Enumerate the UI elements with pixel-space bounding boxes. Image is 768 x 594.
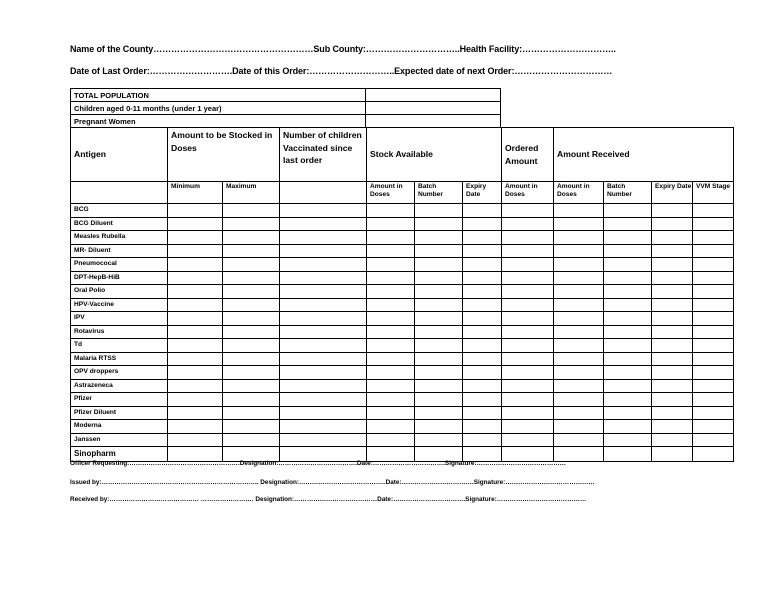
- antigen-name: DPT-HepB-HiB: [71, 271, 168, 285]
- entry-cell[interactable]: [415, 217, 463, 231]
- antigen-name: Pfizer: [71, 393, 168, 407]
- entry-cell[interactable]: [693, 325, 734, 339]
- antigen-name: Janssen: [71, 433, 168, 447]
- entry-cell[interactable]: [168, 366, 223, 380]
- entry-cell[interactable]: [168, 244, 223, 258]
- entry-cell[interactable]: [280, 231, 367, 245]
- entry-cell[interactable]: [554, 204, 604, 218]
- entry-cell[interactable]: [502, 406, 554, 420]
- entry-cell[interactable]: [463, 258, 502, 272]
- received-vvm-subheader: VVM Stage: [693, 182, 734, 204]
- entry-cell[interactable]: [652, 352, 693, 366]
- officer-requesting-line: Officer Requesting:…………………………………………….Designation:……………………………….Date:…………………………….Signature:……………………………………: [70, 460, 566, 467]
- entry-cell[interactable]: [693, 339, 734, 353]
- entry-cell[interactable]: [367, 393, 415, 407]
- entry-cell[interactable]: [652, 406, 693, 420]
- entry-cell[interactable]: [693, 271, 734, 285]
- entry-cell[interactable]: [463, 231, 502, 245]
- population-table: [70, 88, 501, 128]
- entry-cell[interactable]: [652, 244, 693, 258]
- entry-cell[interactable]: [280, 366, 367, 380]
- entry-cell[interactable]: [223, 433, 280, 447]
- entry-cell[interactable]: [502, 298, 554, 312]
- population-value[interactable]: [366, 89, 501, 102]
- entry-cell[interactable]: [223, 339, 280, 353]
- entry-cell[interactable]: [604, 285, 652, 299]
- entry-cell[interactable]: [693, 312, 734, 326]
- entry-cell[interactable]: [502, 217, 554, 231]
- entry-cell[interactable]: [367, 204, 415, 218]
- entry-cell[interactable]: [463, 366, 502, 380]
- entry-cell[interactable]: [502, 271, 554, 285]
- table-row: [71, 258, 734, 272]
- entry-cell[interactable]: [463, 285, 502, 299]
- entry-cell[interactable]: [652, 231, 693, 245]
- entry-cell[interactable]: [502, 285, 554, 299]
- entry-cell[interactable]: [554, 312, 604, 326]
- entry-cell[interactable]: [223, 379, 280, 393]
- entry-cell[interactable]: [223, 406, 280, 420]
- entry-cell[interactable]: [604, 447, 652, 462]
- entry-cell[interactable]: [463, 204, 502, 218]
- entry-cell[interactable]: [554, 217, 604, 231]
- entry-cell[interactable]: [463, 244, 502, 258]
- entry-cell[interactable]: [652, 366, 693, 380]
- entry-cell[interactable]: [280, 258, 367, 272]
- children-vaccinated-header: Number of children Vaccinated since last order: [280, 128, 367, 182]
- entry-cell[interactable]: [652, 285, 693, 299]
- entry-cell[interactable]: [415, 285, 463, 299]
- antigen-name: BCG Diluent: [71, 217, 168, 231]
- entry-cell[interactable]: [280, 393, 367, 407]
- entry-cell[interactable]: [223, 231, 280, 245]
- county-header-line: Name of the County………………………………………………Sub County:…………………………..Health Facility:…………………………..: [70, 44, 616, 54]
- entry-cell[interactable]: [367, 312, 415, 326]
- entry-cell[interactable]: [604, 204, 652, 218]
- entry-cell[interactable]: [693, 406, 734, 420]
- entry-cell[interactable]: [415, 312, 463, 326]
- population-label: TOTAL POPULATION: [71, 89, 366, 102]
- entry-cell[interactable]: [693, 447, 734, 462]
- entry-cell[interactable]: [415, 339, 463, 353]
- entry-cell[interactable]: [168, 420, 223, 434]
- table-row: [71, 231, 734, 245]
- entry-cell[interactable]: [280, 352, 367, 366]
- entry-cell[interactable]: [502, 204, 554, 218]
- entry-cell[interactable]: [604, 298, 652, 312]
- entry-cell[interactable]: [604, 231, 652, 245]
- antigen-name: Sinopharm: [71, 447, 168, 462]
- entry-cell[interactable]: [502, 231, 554, 245]
- entry-cell[interactable]: [554, 366, 604, 380]
- entry-cell[interactable]: [652, 204, 693, 218]
- entry-cell[interactable]: [693, 366, 734, 380]
- entry-cell[interactable]: [502, 433, 554, 447]
- amount-received-header: Amount Received: [554, 128, 734, 182]
- entry-cell[interactable]: [223, 271, 280, 285]
- entry-cell[interactable]: [168, 258, 223, 272]
- entry-cell[interactable]: [367, 285, 415, 299]
- antigen-subheader: [71, 182, 168, 204]
- antigen-name: OPV droppers: [71, 366, 168, 380]
- entry-cell[interactable]: [604, 379, 652, 393]
- entry-cell[interactable]: [367, 379, 415, 393]
- table-header-row: [71, 128, 734, 182]
- entry-cell[interactable]: [604, 271, 652, 285]
- entry-cell[interactable]: [693, 420, 734, 434]
- entry-cell[interactable]: [463, 406, 502, 420]
- vaccine-order-table: [70, 127, 734, 462]
- entry-cell[interactable]: [693, 433, 734, 447]
- entry-cell[interactable]: [367, 406, 415, 420]
- entry-cell[interactable]: [554, 379, 604, 393]
- entry-cell[interactable]: [463, 339, 502, 353]
- table-row: [71, 352, 734, 366]
- entry-cell[interactable]: [415, 244, 463, 258]
- entry-cell[interactable]: [280, 379, 367, 393]
- entry-cell[interactable]: [280, 298, 367, 312]
- entry-cell[interactable]: [223, 204, 280, 218]
- entry-cell[interactable]: [463, 217, 502, 231]
- entry-cell[interactable]: [652, 312, 693, 326]
- entry-cell[interactable]: [415, 258, 463, 272]
- amount-stocked-header: Amount to be Stocked in Doses: [168, 128, 280, 182]
- entry-cell[interactable]: [415, 379, 463, 393]
- antigen-name: Astrazeneca: [71, 379, 168, 393]
- entry-cell[interactable]: [415, 204, 463, 218]
- table-subheader-row: [71, 182, 734, 204]
- entry-cell[interactable]: [223, 366, 280, 380]
- entry-cell[interactable]: [693, 258, 734, 272]
- table-row: [71, 298, 734, 312]
- entry-cell[interactable]: [415, 393, 463, 407]
- antigen-name: Malaria RTSS: [71, 352, 168, 366]
- entry-cell[interactable]: [223, 352, 280, 366]
- received-amount-subheader: Amount in Doses: [554, 182, 604, 204]
- entry-cell[interactable]: [604, 244, 652, 258]
- entry-cell[interactable]: [554, 393, 604, 407]
- entry-cell[interactable]: [168, 285, 223, 299]
- entry-cell[interactable]: [280, 406, 367, 420]
- entry-cell[interactable]: [463, 298, 502, 312]
- table-row: [71, 217, 734, 231]
- entry-cell[interactable]: [554, 285, 604, 299]
- entry-cell[interactable]: [415, 325, 463, 339]
- entry-cell[interactable]: [168, 379, 223, 393]
- entry-cell[interactable]: [604, 406, 652, 420]
- entry-cell[interactable]: [280, 325, 367, 339]
- population-label: Children aged 0-11 months (under 1 year): [71, 102, 366, 115]
- entry-cell[interactable]: [280, 420, 367, 434]
- entry-cell[interactable]: [367, 433, 415, 447]
- received-batch-subheader: Batch Number: [604, 182, 652, 204]
- entry-cell[interactable]: [502, 393, 554, 407]
- entry-cell[interactable]: [367, 339, 415, 353]
- entry-cell[interactable]: [168, 204, 223, 218]
- entry-cell[interactable]: [415, 298, 463, 312]
- entry-cell[interactable]: [652, 258, 693, 272]
- entry-cell[interactable]: [554, 271, 604, 285]
- entry-cell[interactable]: [280, 339, 367, 353]
- entry-cell[interactable]: [693, 298, 734, 312]
- entry-cell[interactable]: [463, 433, 502, 447]
- entry-cell[interactable]: [693, 244, 734, 258]
- antigen-name: HPV-Vaccine: [71, 298, 168, 312]
- entry-cell[interactable]: [554, 339, 604, 353]
- entry-cell[interactable]: [652, 379, 693, 393]
- entry-cell[interactable]: [502, 420, 554, 434]
- maximum-subheader: Maximum: [223, 182, 280, 204]
- entry-cell[interactable]: [693, 231, 734, 245]
- entry-cell[interactable]: [280, 433, 367, 447]
- entry-cell[interactable]: [693, 352, 734, 366]
- stock-batch-subheader: Batch Number: [415, 182, 463, 204]
- entry-cell[interactable]: [223, 420, 280, 434]
- entry-cell[interactable]: [652, 298, 693, 312]
- entry-cell[interactable]: [502, 366, 554, 380]
- entry-cell[interactable]: [223, 325, 280, 339]
- table-row: [71, 204, 734, 218]
- entry-cell[interactable]: [168, 325, 223, 339]
- entry-cell[interactable]: [280, 285, 367, 299]
- table-row: [71, 339, 734, 353]
- entry-cell[interactable]: [502, 379, 554, 393]
- table-row: [71, 433, 734, 447]
- entry-cell[interactable]: [367, 258, 415, 272]
- entry-cell[interactable]: [223, 217, 280, 231]
- antigen-name: Measles Rubella: [71, 231, 168, 245]
- entry-cell[interactable]: [463, 379, 502, 393]
- entry-cell[interactable]: [554, 244, 604, 258]
- entry-cell[interactable]: [554, 298, 604, 312]
- population-value[interactable]: [366, 102, 501, 115]
- entry-cell[interactable]: [693, 217, 734, 231]
- population-value[interactable]: [366, 115, 501, 128]
- entry-cell[interactable]: [554, 352, 604, 366]
- table-row: [71, 244, 734, 258]
- entry-cell[interactable]: [367, 217, 415, 231]
- entry-cell[interactable]: [604, 420, 652, 434]
- population-label: Pregnant Women: [71, 115, 366, 128]
- entry-cell[interactable]: [367, 352, 415, 366]
- entry-cell[interactable]: [168, 312, 223, 326]
- table-row: [71, 393, 734, 407]
- antigen-name: BCG: [71, 204, 168, 218]
- entry-cell[interactable]: [415, 271, 463, 285]
- entry-cell[interactable]: [367, 244, 415, 258]
- entry-cell[interactable]: [502, 258, 554, 272]
- entry-cell[interactable]: [502, 352, 554, 366]
- entry-cell[interactable]: [652, 339, 693, 353]
- entry-cell[interactable]: [223, 393, 280, 407]
- entry-cell[interactable]: [604, 393, 652, 407]
- entry-cell[interactable]: [693, 285, 734, 299]
- entry-cell[interactable]: [168, 271, 223, 285]
- ordered-amount-header: Ordered Amount: [502, 128, 554, 182]
- entry-cell[interactable]: [463, 312, 502, 326]
- entry-cell[interactable]: [652, 393, 693, 407]
- table-row: [71, 406, 734, 420]
- issued-by-line: Issued by:……………………………………………………………….. Designation:…………………………………..Date:…………………………….Signature:……………………………………: [70, 479, 595, 486]
- entry-cell[interactable]: [604, 366, 652, 380]
- entry-cell[interactable]: [463, 271, 502, 285]
- vaccinated-subheader: [280, 182, 367, 204]
- table-row: [71, 420, 734, 434]
- antigen-rows: [71, 204, 734, 462]
- entry-cell[interactable]: [554, 406, 604, 420]
- entry-cell[interactable]: [168, 352, 223, 366]
- entry-cell[interactable]: [367, 325, 415, 339]
- entry-cell[interactable]: [652, 271, 693, 285]
- entry-cell[interactable]: [223, 298, 280, 312]
- entry-cell[interactable]: [415, 352, 463, 366]
- entry-cell[interactable]: [168, 298, 223, 312]
- antigen-name: IPV: [71, 312, 168, 326]
- entry-cell[interactable]: [367, 420, 415, 434]
- entry-cell[interactable]: [604, 258, 652, 272]
- entry-cell[interactable]: [168, 433, 223, 447]
- entry-cell[interactable]: [463, 325, 502, 339]
- antigen-name: Pneumococal: [71, 258, 168, 272]
- entry-cell[interactable]: [463, 420, 502, 434]
- received-expiry-subheader: Expiry Date: [652, 182, 693, 204]
- antigen-name: Pfizer Diluent: [71, 406, 168, 420]
- population-row: [71, 102, 501, 115]
- entry-cell[interactable]: [604, 339, 652, 353]
- entry-cell[interactable]: [502, 325, 554, 339]
- entry-cell[interactable]: [168, 231, 223, 245]
- table-row: [71, 312, 734, 326]
- entry-cell[interactable]: [693, 379, 734, 393]
- entry-cell[interactable]: [502, 339, 554, 353]
- antigen-name: Td: [71, 339, 168, 353]
- entry-cell[interactable]: [554, 325, 604, 339]
- entry-cell[interactable]: [604, 352, 652, 366]
- stock-expiry-subheader: Expiry Date: [463, 182, 502, 204]
- antigen-name: MR- Diluent: [71, 244, 168, 258]
- entry-cell[interactable]: [463, 393, 502, 407]
- antigen-name: Moderna: [71, 420, 168, 434]
- entry-cell[interactable]: [280, 217, 367, 231]
- entry-cell[interactable]: [367, 366, 415, 380]
- order-dates-line: Date of Last Order:……………………….Date of this Order:………………………..Expected date of next Order:……………………………: [70, 66, 613, 76]
- entry-cell[interactable]: [168, 393, 223, 407]
- entry-cell[interactable]: [280, 312, 367, 326]
- entry-cell[interactable]: [463, 352, 502, 366]
- entry-cell[interactable]: [223, 258, 280, 272]
- entry-cell[interactable]: [554, 231, 604, 245]
- entry-cell[interactable]: [604, 433, 652, 447]
- entry-cell[interactable]: [223, 312, 280, 326]
- entry-cell[interactable]: [604, 217, 652, 231]
- entry-cell[interactable]: [367, 298, 415, 312]
- entry-cell[interactable]: [223, 244, 280, 258]
- antigen-header: Antigen: [71, 128, 168, 182]
- entry-cell[interactable]: [168, 217, 223, 231]
- table-row: [71, 285, 734, 299]
- entry-cell[interactable]: [693, 204, 734, 218]
- entry-cell[interactable]: [280, 204, 367, 218]
- minimum-subheader: Minimum: [168, 182, 223, 204]
- table-row: [71, 366, 734, 380]
- entry-cell[interactable]: [502, 244, 554, 258]
- entry-cell[interactable]: [652, 447, 693, 462]
- entry-cell[interactable]: [415, 433, 463, 447]
- ordered-amount-subheader: Amount in Doses: [502, 182, 554, 204]
- entry-cell[interactable]: [280, 244, 367, 258]
- stock-amount-subheader: Amount in Doses: [367, 182, 415, 204]
- entry-cell[interactable]: [223, 285, 280, 299]
- entry-cell[interactable]: [652, 433, 693, 447]
- antigen-name: Oral Polio: [71, 285, 168, 299]
- entry-cell[interactable]: [415, 406, 463, 420]
- entry-cell[interactable]: [367, 271, 415, 285]
- entry-cell[interactable]: [554, 258, 604, 272]
- entry-cell[interactable]: [604, 325, 652, 339]
- population-row: [71, 89, 501, 102]
- entry-cell[interactable]: [168, 339, 223, 353]
- table-row: [71, 379, 734, 393]
- entry-cell[interactable]: [168, 406, 223, 420]
- entry-cell[interactable]: [502, 312, 554, 326]
- entry-cell[interactable]: [554, 433, 604, 447]
- entry-cell[interactable]: [652, 217, 693, 231]
- antigen-name: Rotavirus: [71, 325, 168, 339]
- table-row: [71, 271, 734, 285]
- received-by-line: Received by:…………………………………… ……………………. Designation:…………………………………Date:…………………………….Signature:……………………………………: [70, 496, 587, 503]
- entry-cell[interactable]: [604, 312, 652, 326]
- entry-cell[interactable]: [554, 420, 604, 434]
- population-row: [71, 115, 501, 128]
- entry-cell[interactable]: [652, 420, 693, 434]
- stock-available-header: Stock Available: [367, 128, 502, 182]
- table-row: [71, 325, 734, 339]
- entry-cell[interactable]: [693, 393, 734, 407]
- entry-cell[interactable]: [415, 420, 463, 434]
- entry-cell[interactable]: [280, 271, 367, 285]
- entry-cell[interactable]: [415, 231, 463, 245]
- entry-cell[interactable]: [367, 231, 415, 245]
- entry-cell[interactable]: [415, 366, 463, 380]
- entry-cell[interactable]: [652, 325, 693, 339]
